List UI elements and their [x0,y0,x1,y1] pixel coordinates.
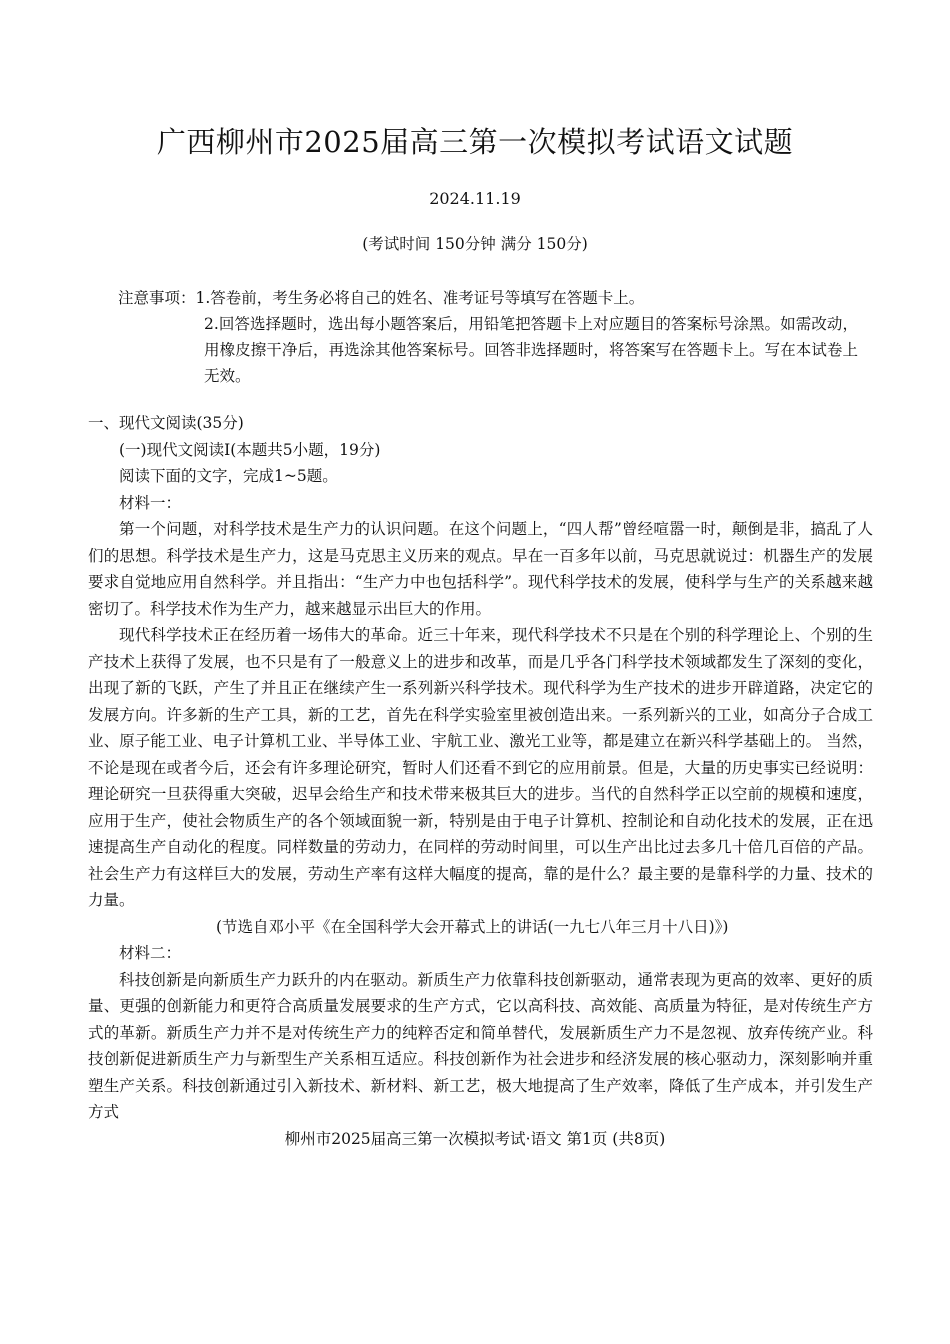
reading-section [88,410,873,1126]
notes-block [118,285,858,389]
material-2-paragraph: 科技创新是向新质生产力跃升的内在驱动。新质生产力依靠科技创新驱动，通常表现为更高的效率、更好的质量、更强的创新能力和更符合高质量发展要求的生产方式，它以高科技、高效能、高质量为特征，是对传统生产方式的革新。新质生产力并不是对传统生产力的纯粹否定和简单替代，发展新质生产力不是忽视、放弃传统产业。科技创新促进新质生产力与新型生产关系相互适应。科技创新作为社会进步和经济发展的核心驱动力，深刻影响并重塑生产关系。科技创新通过引入新技术、新材料、新工艺，极大地提高了生产效率，降低了生产成本，并引发生产方式 [88,970,873,1121]
section-heading: 一、现代文阅读(35分) [88,414,244,432]
note-item-2: 2.回答选择题时，选出每小题答案后，用铅笔把答题卡上对应题目的答案标号涂黑。如需改动，用橡皮擦干净后，再选涂其他答案标号。回答非选择题时，将答案写在答题卡上。写在本试卷上无效。 [204,315,858,385]
note-item-1: 1.答卷前，考生务必将自己的姓名、准考证号等填写在答题卡上。 [195,289,645,307]
page-title: 广西柳州市2025届高三第一次模拟考试语文试题 [156,125,794,159]
material-1-label: 材料一： [119,493,182,512]
page-footer: 柳州市2025届高三第一次模拟考试·语文 第1页 (共8页) [284,1130,666,1148]
exam-duration-score: (考试时间 150分钟 满分 150分) [362,235,588,253]
material-2-label: 材料二： [119,944,182,962]
material-1-paragraph: 现代科学技术正在经历着一场伟大的革命。近三十年来，现代科学技术不只是在个别的科学理论上、个别的生产技术上获得了发展，也不只是有了一般意义上的进步和改革，而是几乎各门科学技术领域都发生了深刻的变化，出现了新的飞跃，产生了并且正在继续产生一系列新兴科学技术。现代科学为生产技术的进步开辟道路，决定它的发展方向。许多新的生产工具，新的工艺，首先在科学实验室里被创造出来。一系列新兴的工业，如高分子合成工业、原子能工业、电子计算机工业、半导体工业、宇航工业、激光工业等，都是建立在新兴科学基础上的。 当然，不论是现在或者今后，还会有许多理论研究，暂时人们还看不到它的应用前景。但是，大量的历史事实已经说明：理论研究一旦获得重大突破，迟早会给生产和技术带来极其巨大的进步。当代的自然科学正以空前的规模和速度，应用于生产，使社会物质生产的各个领域面貌一新，特别是由于电子计算机、控制论和自动化技术的发展，正在迅速提高生产自动化的程度。同样数量的劳动力，在同样的劳动时间里，可以生产出比过去多几十倍几百倍的产品。社会生产力有这样巨大的发展，劳动生产率有这样大幅度的提高，靠的是什么？最主要的是靠科学的力量、技术的力量。 [88,626,873,909]
notes-label: 注意事项： [118,289,196,307]
material-1-paragraph: 第一个问题，对科学技术是生产力的认识问题。在这个问题上，“四人帮”曾经喧嚣一时，颠倒是非，搞乱了人们的思想。科学技术是生产力，这是马克思主义历来的观点。早在一百多年以前，马克思就说过：机器生产的发展要求自觉地应用自然科学。并且指出：“生产力中也包括科学”。现代科学技术的发展，使科学与生产的关系越来越密切了。科学技术作为生产力，越来越显示出巨大的作用。 [88,520,873,618]
material-1-source: (节选自邓小平《在全国科学大会开幕式上的讲话(一九七八年三月十八日)》) [216,917,729,936]
exam-date: 2024.11.19 [429,189,521,208]
reading-instruction: 阅读下面的文字，完成1~5题。 [119,467,338,485]
subsection-heading: (一)现代文阅读Ⅰ(本题共5小题，19分) [119,440,381,459]
